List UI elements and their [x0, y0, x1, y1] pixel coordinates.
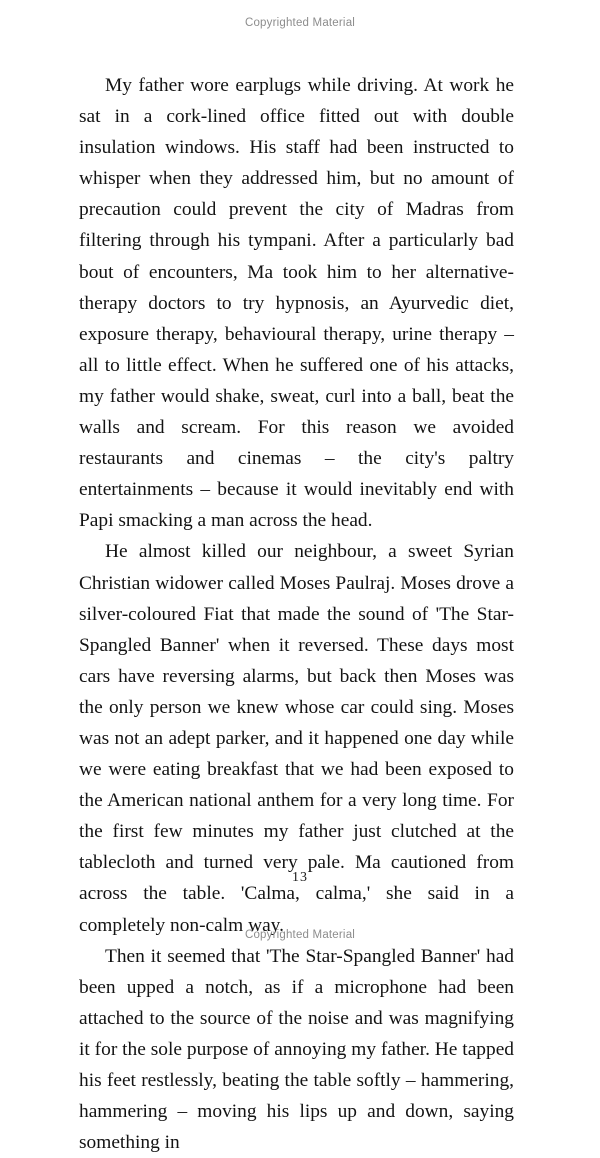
page-number: 13: [292, 870, 308, 885]
copyright-watermark-bottom: Copyrighted Material: [244, 929, 356, 941]
paragraph-2: He almost killed our neighbour, a sweet Syrian Christian widower called Moses Paulraj. Moses drove a silver-coloured Fiat that made the sound of 'The Star-Spangled Banner' when it reversed. These days most cars have reversing alarms, but back then Moses was the only person we knew whose car could sing. Moses was not an adept parker, and it happened one day while we were eating breakfast that we had been exposed to the American national anthem for a very long time. For the first few minutes my father just clutched at the tablecloth and turned very pale. Ma cautioned from across the table. 'Calma, calma,' she said in a completely non-calm way.: [79, 541, 514, 936]
page-body-text: [79, 70, 514, 1158]
copyright-watermark-top: Copyrighted Material: [244, 17, 356, 29]
paragraph-3: Then it seemed that 'The Star-Spangled Banner' had been upped a notch, as if a microphone had been attached to the source of the noise and was magnifying it for the sole purpose of annoying my father. He tapped his feet restlessly, beating the table softly – hammering, hammering – moving his lips up and down, saying something in: [79, 945, 514, 1154]
paragraph-1: My father wore earplugs while driving. At work he sat in a cork-lined office fitted out with double insulation windows. His staff had been instructed to whisper when they addressed him, but no amount of precaution could prevent the city of Madras from filtering through his tympani. After a particularly bad bout of encounters, Ma took him to her alternative-therapy doctors to try hypnosis, an Ayurvedic diet, exposure therapy, behavioural therapy, urine therapy – all to little effect. When he suffered one of his attacks, my father would shake, sweat, curl into a ball, beat the walls and scream. For this reason we avoided restaurants and cinemas – the city's paltry entertainments – because it would inevitably end with Papi smacking a man across the head.: [79, 75, 514, 532]
